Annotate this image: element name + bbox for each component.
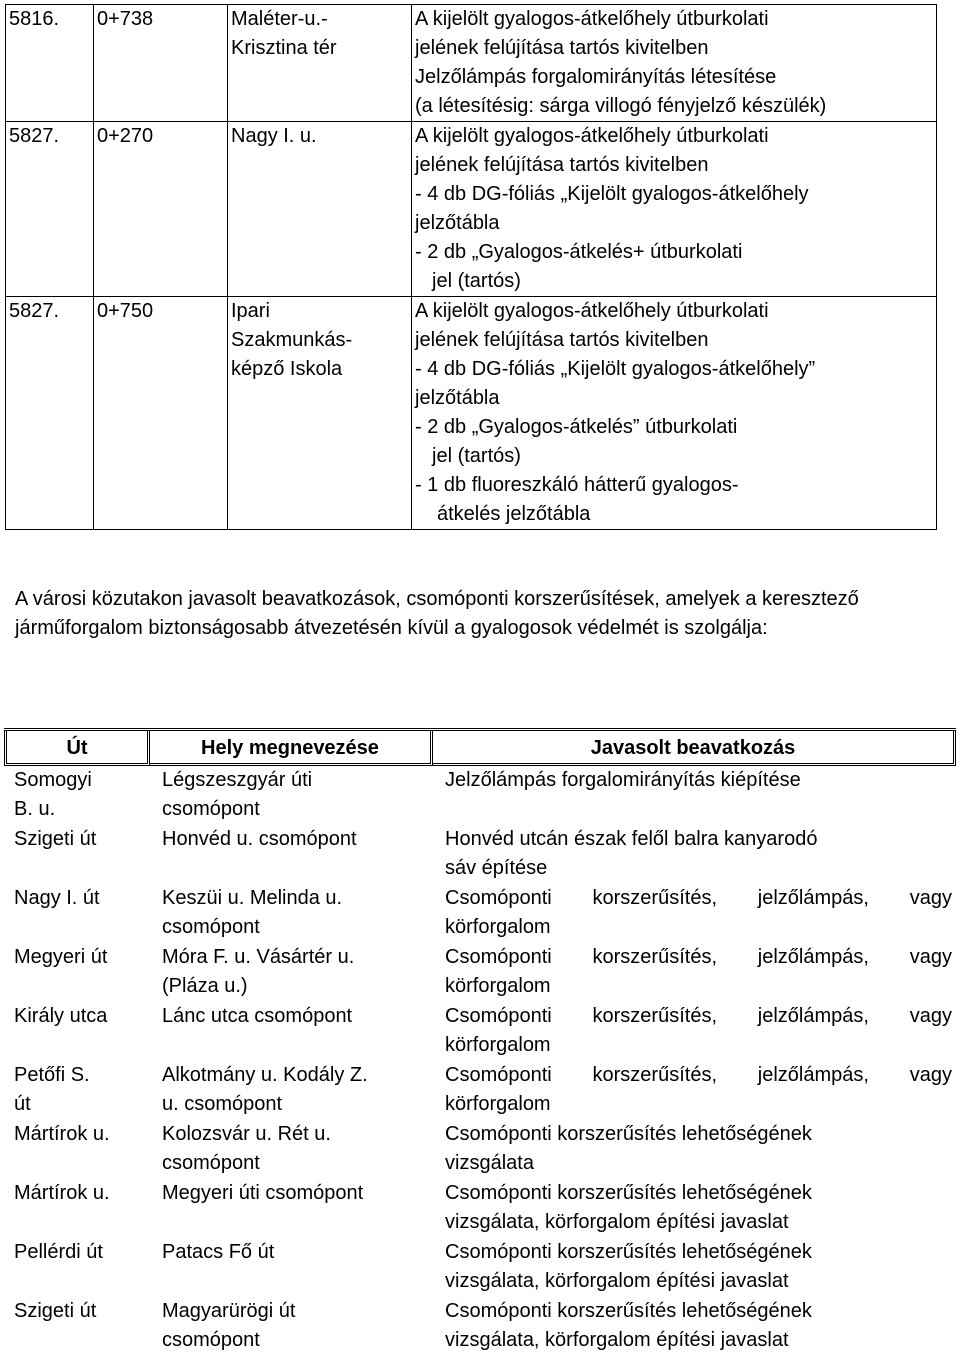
measure-line: átkelés jelzőtábla [437, 503, 591, 525]
measure-line: jel (tartós) [432, 270, 521, 292]
road-line: Szigeti út [14, 828, 97, 850]
location-line: Nagy I. u. [231, 125, 317, 147]
action-line: Csomóponti korszerűsítés lehetőségének [445, 1123, 812, 1145]
place-line: csomópont [162, 916, 260, 938]
place-line: Alkotmány u. Kodály Z. [162, 1064, 368, 1086]
measure-line: A kijelölt gyalogos-átkelőhely útburkolati [415, 8, 769, 30]
action-line: Csomóponti korszerűsítés, jelzőlámpás, vagy [445, 887, 952, 909]
measure-line: jelzőtábla [415, 212, 500, 234]
table-row [6, 5, 937, 122]
action-line: sáv építése [445, 857, 548, 879]
road-line: Megyeri út [14, 946, 108, 968]
place-line: Honvéd u. csomópont [162, 828, 357, 850]
road-line: Nagy I. út [14, 887, 100, 909]
place-line: (Pláza u.) [162, 975, 248, 997]
place-cell [150, 766, 433, 825]
measure-line: A kijelölt gyalogos-átkelőhely útburkolati [415, 300, 769, 322]
measure-line: jelének felújítása tartós kivitelben [415, 154, 709, 176]
action-line: Csomóponti korszerűsítés, jelzőlámpás, vagy [445, 946, 952, 968]
road-line: Mártírok u. [14, 1182, 110, 1204]
table-row [4, 1120, 956, 1179]
header-row [4, 731, 956, 766]
action-line: Csomóponti korszerűsítés lehetőségének [445, 1300, 812, 1322]
action-line: Honvéd utcán észak felől balra kanyarodó [445, 828, 818, 850]
location-line: Szakmunkás- [231, 329, 353, 351]
road-line: Pellérdi út [14, 1241, 103, 1263]
measure-line: - 2 db „Gyalogos-átkelés+ útburkolati [415, 241, 743, 263]
road-cell [4, 884, 150, 943]
intersections-body [4, 766, 956, 1356]
place-cell [150, 825, 433, 884]
place-cell [150, 943, 433, 1002]
place-cell [150, 1002, 433, 1061]
body-paragraph: A városi közutakon javasolt beavatkozások, csomóponti korszerűsítések, amelyek a keresztező járműforgalom biztonságosabb átvezetésén kívül a gyalogosok védelmét is szolgálja: [15, 588, 859, 639]
location-line: képző Iskola [231, 358, 343, 380]
intersections-table [4, 728, 956, 1356]
chainage: 0+750 [94, 297, 228, 530]
column-header-place: Hely megnevezése [150, 731, 433, 766]
road-line: B. u. [14, 798, 56, 820]
location-line: Krisztina tér [231, 37, 337, 59]
measure-line: jelének felújítása tartós kivitelben [415, 37, 709, 59]
measure-line: (a létesítésig: sárga villogó fényjelző készülék) [415, 95, 827, 117]
place-line: Kolozsvár u. Rét u. [162, 1123, 331, 1145]
measures-table [5, 4, 937, 530]
action-line: körforgalom [445, 916, 551, 938]
table-row [4, 766, 956, 825]
action-cell [433, 1179, 956, 1238]
row-number: 5816. [6, 5, 94, 122]
measure-line: - 1 db fluoreszkáló hátterű gyalogos- [415, 474, 739, 496]
action-line: Csomóponti korszerűsítés lehetőségének [445, 1241, 812, 1263]
chainage: 0+738 [94, 5, 228, 122]
place-line: csomópont [162, 798, 260, 820]
road-cell [4, 1179, 150, 1238]
road-cell [4, 1297, 150, 1356]
place-line: u. csomópont [162, 1093, 283, 1115]
action-line: vizsgálata [445, 1152, 534, 1174]
measure [412, 122, 937, 297]
road-cell [4, 943, 150, 1002]
place-line: Lánc utca csomópont [162, 1005, 353, 1027]
road-line: Petőfi S. [14, 1064, 90, 1086]
place-line: Keszüi u. Melinda u. [162, 887, 343, 909]
place-line: Légszeszgyár úti [162, 769, 313, 791]
location [228, 122, 412, 297]
road-line: Somogyi [14, 769, 92, 791]
action-line: körforgalom [445, 1034, 551, 1056]
action-cell [433, 1297, 956, 1356]
action-cell [433, 825, 956, 884]
row-number: 5827. [6, 122, 94, 297]
measure-line: A kijelölt gyalogos-átkelőhely útburkolati [415, 125, 769, 147]
road-line: Király utca [14, 1005, 108, 1027]
place-cell [150, 1120, 433, 1179]
location [228, 5, 412, 122]
road-cell [4, 1120, 150, 1179]
location [228, 297, 412, 530]
place-line: Patacs Fő út [162, 1241, 275, 1263]
measure [412, 5, 937, 122]
measure-line: jelének felújítása tartós kivitelben [415, 329, 709, 351]
measure-line: - 2 db „Gyalogos-átkelés” útburkolati [415, 416, 738, 438]
action-line: körforgalom [445, 1093, 551, 1115]
action-line: vizsgálata, körforgalom építési javaslat [445, 1211, 789, 1233]
place-line: Móra F. u. Vásártér u. [162, 946, 355, 968]
action-line: Csomóponti korszerűsítés, jelzőlámpás, vagy [445, 1005, 952, 1027]
action-cell [433, 1238, 956, 1297]
road-line: Szigeti út [14, 1300, 97, 1322]
road-line: Mártírok u. [14, 1123, 110, 1145]
column-header-action: Javasolt beavatkozás [433, 731, 956, 766]
table-row [4, 1061, 956, 1120]
table-row [4, 1179, 956, 1238]
row-number: 5827. [6, 297, 94, 530]
road-cell [4, 1238, 150, 1297]
measure-line: Jelzőlámpás forgalomirányítás létesítése [415, 66, 777, 88]
action-cell [433, 1061, 956, 1120]
road-cell [4, 766, 150, 825]
action-line: Jelzőlámpás forgalomirányítás kiépítése [445, 769, 801, 791]
table-row [4, 1002, 956, 1061]
action-cell [433, 1120, 956, 1179]
place-cell [150, 1179, 433, 1238]
table-row [6, 297, 937, 530]
table-row [6, 122, 937, 297]
table-row [4, 884, 956, 943]
road-cell [4, 1002, 150, 1061]
chainage: 0+270 [94, 122, 228, 297]
location-line: Maléter-u.- [231, 8, 328, 30]
place-line: Megyeri úti csomópont [162, 1182, 364, 1204]
action-line: Csomóponti korszerűsítés, jelzőlámpás, vagy [445, 1064, 952, 1086]
action-line: vizsgálata, körforgalom építési javaslat [445, 1270, 789, 1292]
place-line: Magyarürögi út [162, 1300, 296, 1322]
measure [412, 297, 937, 530]
measure-line: - 4 db DG-fóliás „Kijelölt gyalogos-átkelőhely” [415, 358, 816, 380]
place-line: csomópont [162, 1152, 260, 1174]
road-cell [4, 1061, 150, 1120]
table-row [4, 1297, 956, 1356]
place-line: csomópont [162, 1329, 260, 1351]
place-cell [150, 1238, 433, 1297]
measure-line: jelzőtábla [415, 387, 500, 409]
place-cell [150, 1297, 433, 1356]
action-cell [433, 1002, 956, 1061]
road-line: út [14, 1093, 31, 1115]
action-cell [433, 766, 956, 825]
action-cell [433, 943, 956, 1002]
place-cell [150, 884, 433, 943]
action-line: Csomóponti korszerűsítés lehetőségének [445, 1182, 812, 1204]
table-row [4, 1238, 956, 1297]
action-line: körforgalom [445, 975, 551, 997]
table-row [4, 825, 956, 884]
road-cell [4, 825, 150, 884]
column-header-road: Út [4, 731, 150, 766]
table-row [4, 943, 956, 1002]
measure-line: - 4 db DG-fóliás „Kijelölt gyalogos-átkelőhely [415, 183, 809, 205]
place-cell [150, 1061, 433, 1120]
location-line: Ipari [231, 300, 270, 322]
measure-line: jel (tartós) [432, 445, 521, 467]
action-cell [433, 884, 956, 943]
action-line: vizsgálata, körforgalom építési javaslat [445, 1329, 789, 1351]
